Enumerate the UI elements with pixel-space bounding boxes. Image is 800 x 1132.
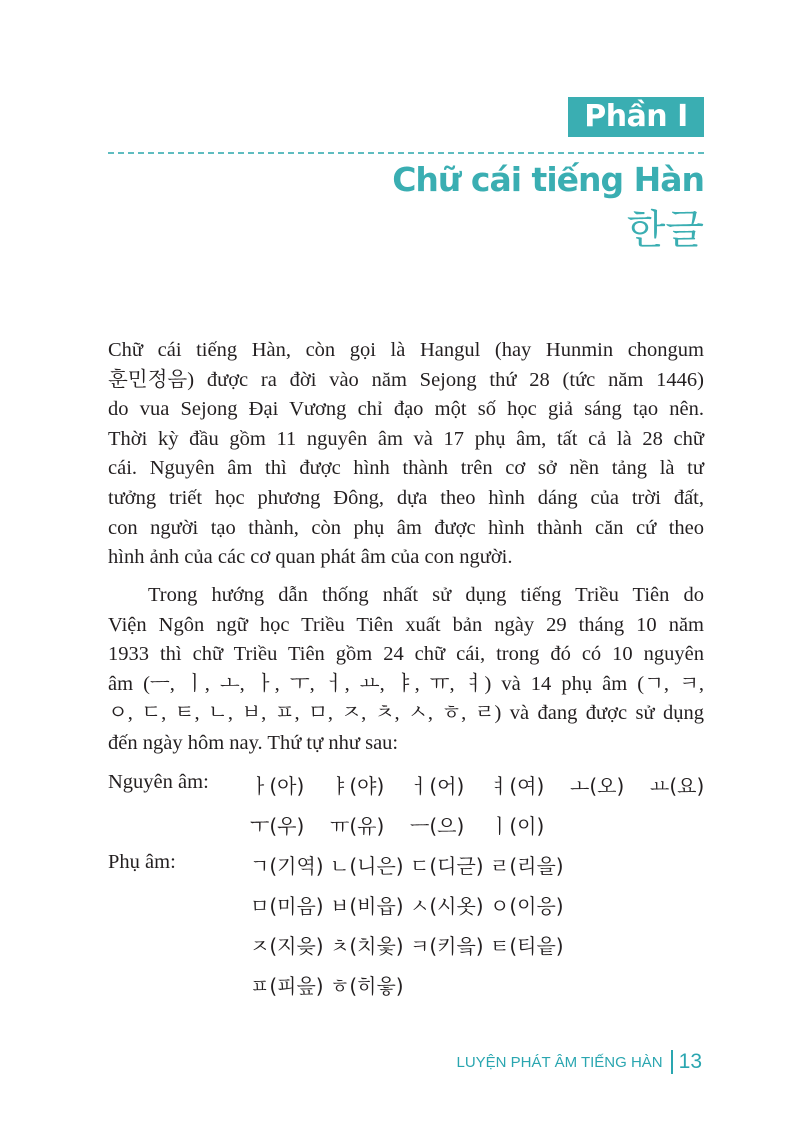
consonant-item: ㅈ(지읒)	[250, 934, 324, 958]
consonant-item: ㅌ(티읕)	[490, 934, 564, 958]
vowel-item: ㅜ(우)	[250, 814, 305, 838]
consonant-item: ㅎ(히읗)	[330, 974, 404, 998]
text-line: cái. Nguyên âm thì được hình thành trên cơ sở nền tảng là tư	[108, 457, 704, 480]
vowel-item: ㅣ(이)	[490, 814, 545, 838]
page-number: 13	[678, 1050, 702, 1073]
book-title: LUYỆN PHÁT ÂM TIẾNG HÀN	[456, 1053, 663, 1071]
consonant-item: ㄱ(기역)	[250, 854, 324, 878]
chapter-title-korean: 한글	[626, 207, 704, 253]
text-line: tưởng triết học phương Đông, dựa theo hình dáng của trời đất,	[108, 486, 704, 509]
vowel-item: ㅛ(요)	[650, 774, 705, 798]
consonant-item: ㄹ(리을)	[490, 854, 564, 878]
consonant-item: ㅁ(미음)	[250, 894, 324, 918]
paragraph-2	[108, 581, 704, 759]
text-line: 훈민정음) được ra đời vào năm Sejong thứ 28 (tức năm 1446)	[108, 368, 704, 391]
consonant-item: ㅍ(피읖)	[250, 974, 324, 998]
consonant-item: ㅇ(이응)	[490, 894, 564, 918]
text-line: âm (ㅡ, ㅣ, ㅗ, ㅏ, ㅜ, ㅓ, ㅛ, ㅑ, ㅠ, ㅕ) và 14 phụ âm (ㄱ, ㅋ,	[108, 672, 704, 695]
consonant-item: ㅊ(치읓)	[330, 934, 404, 958]
text-line: Chữ cái tiếng Hàn, còn gọi là Hangul (hay Hunmin chongum	[108, 339, 704, 361]
vowel-item: ㅠ(유)	[330, 814, 385, 838]
vowel-item: ㅡ(으)	[410, 814, 465, 838]
vowel-item: ㅑ(야)	[330, 774, 385, 798]
consonant-item: ㅅ(시옷)	[410, 894, 484, 918]
part-label: Phần I	[568, 97, 704, 137]
dashed-divider	[108, 152, 704, 154]
text-line: Trong hướng dẫn thống nhất sử dụng tiếng Triều Tiên do	[148, 584, 704, 606]
consonant-item: ㄴ(니은)	[330, 854, 404, 878]
vowel-item: ㅏ(아)	[250, 774, 305, 798]
vowels-label: Nguyên âm:	[108, 771, 209, 793]
consonant-item: ㅋ(키읔)	[410, 934, 484, 958]
consonants-label: Phụ âm:	[108, 851, 176, 873]
text-line: Thời kỳ đầu gồm 11 nguyên âm và 17 phụ âm, tất cả là 28 chữ	[108, 427, 704, 450]
footer-divider	[671, 1050, 673, 1074]
page-footer	[456, 1050, 702, 1074]
text-line: ㅇ, ㄷ, ㅌ, ㄴ, ㅂ, ㅍ, ㅁ, ㅈ, ㅊ, ㅅ, ㅎ, ㄹ) và đang được sử dụng	[108, 702, 704, 725]
text-line: Viện Ngôn ngữ học Triều Tiên xuất bản ngày 29 tháng 10 năm	[108, 613, 704, 636]
text-line: đến ngày hôm nay. Thứ tự như sau:	[108, 731, 399, 754]
vowel-item: ㅗ(오)	[570, 774, 625, 798]
paragraph-1	[108, 336, 704, 573]
chapter-title: Chữ cái tiếng Hàn	[392, 160, 704, 199]
consonant-item: ㄷ(디귿)	[410, 854, 484, 878]
vowel-item: ㅕ(여)	[490, 774, 545, 798]
text-line: con người tạo thành, còn phụ âm được hình thành căn cứ theo	[108, 516, 704, 539]
vowel-item: ㅓ(어)	[410, 774, 465, 798]
consonant-item: ㅂ(비읍)	[330, 894, 404, 918]
text-line: do vua Sejong Đại Vương chỉ đạo một số học giả sáng tạo nên.	[108, 398, 704, 421]
text-line: 1933 thì chữ Triều Tiên gồm 24 chữ cái, trong đó có 10 nguyên	[108, 643, 704, 666]
text-line: hình ảnh của các cơ quan phát âm của con người.	[108, 546, 513, 569]
